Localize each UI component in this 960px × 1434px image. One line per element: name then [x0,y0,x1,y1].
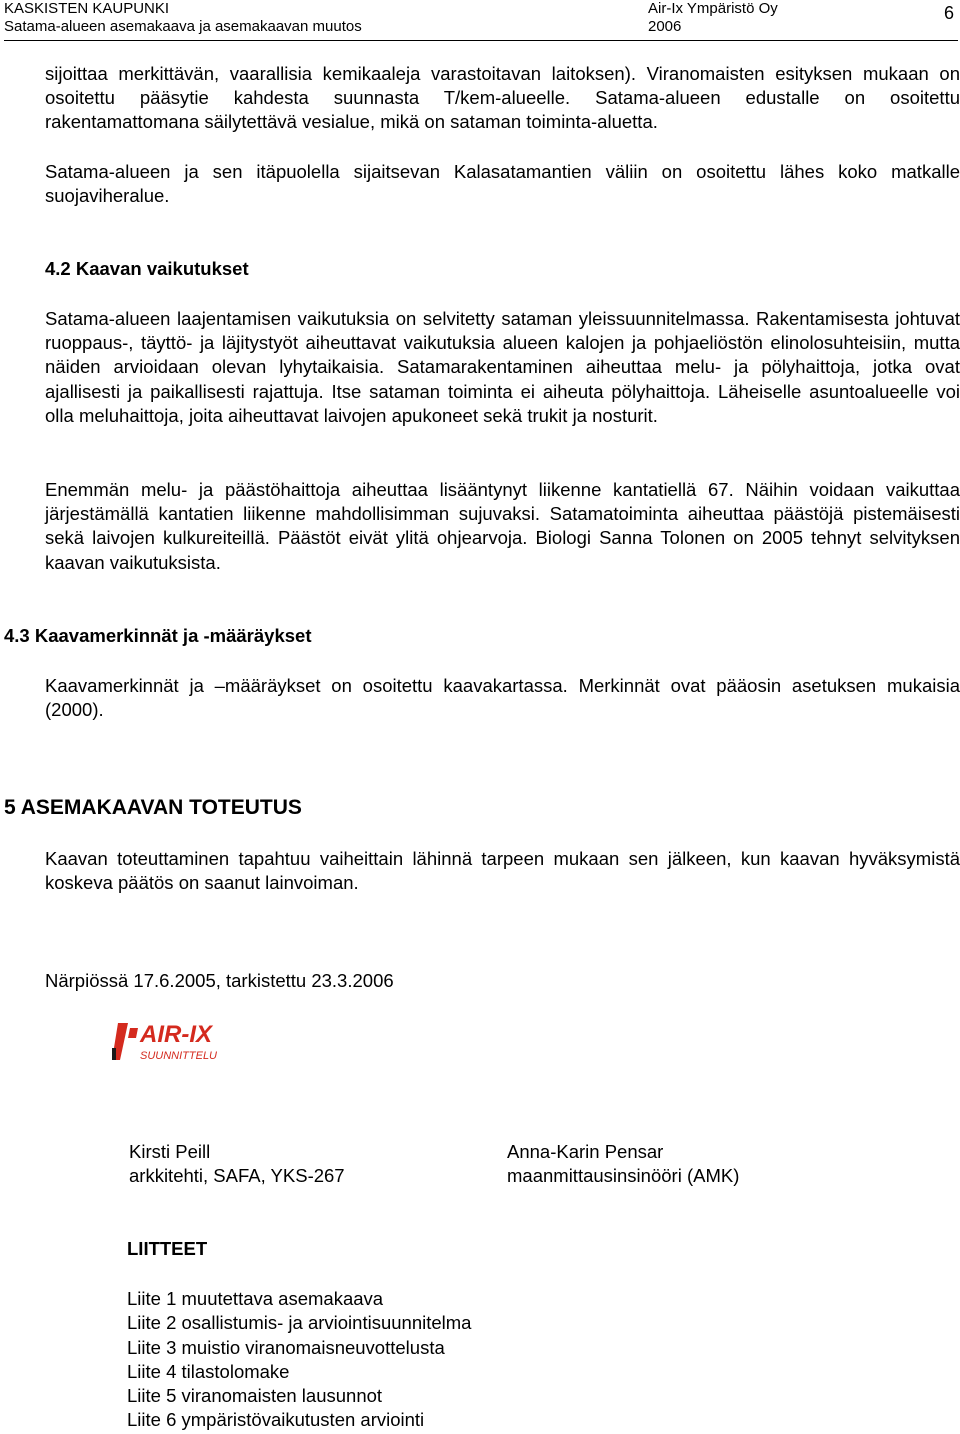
paragraph-implementation: Kaavan toteuttaminen tapahtuu vaiheittain lähinnä tarpeen mukaan sen jälkeen, kun kaavan hyväksymistä koskeva päätös on saanut lainvoiman. [45,848,960,894]
heading-4-3: 4.3 Kaavamerkinnät ja -määräykset [4,625,312,646]
attachment-item: Liite 2 osallistumis- ja arviointisuunnitelma [127,1312,472,1334]
attachment-item: Liite 6 ympäristövaikutusten arviointi [127,1409,425,1431]
heading-4-2: 4.2 Kaavan vaikutukset [45,258,249,279]
header-divider [4,40,958,41]
paragraph-impacts: Satama-alueen laajentamisen vaikutuksia on selvitetty sataman yleissuunnitelmassa. Rakentamisesta johtuvat ruoppaus-, täyttö- ja läjitystyöt aiheuttavat vaikutuksia alueen kalojen ja pohjaeliöstön elinolosuhteisiin, mutta näiden arvioidaan olevan lyhytaikaisia. Satamarakentaminen aiheuttaa melu- ja pölyhaittoja, jotka ovat ajallisesti ja paikallisesti rajattuja. Itse sataman toiminta ei aiheuta pölyhaittoja. Läheiselle asuntoalueelle voi olla meluhaittoja, joita aiheuttavat laivojen apukoneet sekä trukit ja nosturit. [45,308,960,426]
attachment-item: Liite 4 tilastolomake [127,1360,290,1382]
attachment-list [127,1287,471,1433]
header-document-title: Satama-alueen asemakaava ja asemakaavan muutos [4,18,362,35]
paragraph-harbor-area: sijoittaa merkittävän, vaarallisia kemikaaleja varastoitavan laitoksen). Viranomaisten esityksen mukaan on osoitettu pääsytie kahdesta suunnasta T/kem-alueelle. Satama-alueen edustalle on osoitettu rakentamattomana säilytettävä vesialue, mikä on sataman toiminta-aluetta. [45,63,960,133]
signature-right-title: maanmittausinsinööri (AMK) [507,1165,740,1186]
logo-brand-text: AIR-IX [140,1021,212,1048]
heading-attachments: LIITTEET [127,1238,208,1259]
place-date: Närpiössä 17.6.2005, tarkistettu 23.3.2006 [45,970,394,991]
header-organization: KASKISTEN KAUPUNKI [4,0,170,17]
heading-5: 5 ASEMAKAAVAN TOTEUTUS [4,796,302,819]
signature-right-name: Anna-Karin Pensar [507,1141,664,1162]
paragraph-plan-markings: Kaavamerkinnät ja –määräykset on osoitettu kaavakartassa. Merkinnät ovat pääosin asetuksen mukaisia (2000). [45,675,960,721]
paragraph-emissions: Enemmän melu- ja päästöhaittoja aiheuttaa lisääntynyt liikenne kantatiellä 67. Näihin voidaan vaikuttaa järjestämällä kantatien liikenne mahdollisimman sujuvaksi. Satamatoiminta aiheuttaa päästöjä pistemäisesti sekä laivojen kulkureiteillä. Päästöt eivät ylitä ohjearvoja. Biologi Sanna Tolonen on 2005 tehnyt selvityksen kaavan vaikutuksista. [45,479,960,573]
signature-left-name: Kirsti Peill [129,1141,211,1162]
page-number: 6 [944,3,955,23]
signature-left-title: arkkitehti, SAFA, YKS-267 [129,1165,345,1186]
paragraph-buffer-zone: Satama-alueen ja sen itäpuolella sijaitsevan Kalasatamantien väliin on osoitettu lähes koko matkalle suojaviheralue. [45,161,960,207]
attachment-item: Liite 3 muistio viranomaisneuvottelusta [127,1336,445,1358]
air-ix-logo [110,1020,240,1065]
attachment-item: Liite 1 muutettava asemakaava [127,1288,384,1309]
attachment-item: Liite 5 viranomaisten lausunnot [127,1385,383,1407]
logo-sub-text: SUUNNITTELU [140,1050,218,1062]
logo-brand-mark [112,1021,217,1062]
header-consultant: Air-Ix Ympäristö Oy [648,0,778,17]
header-year: 2006 [648,18,682,35]
